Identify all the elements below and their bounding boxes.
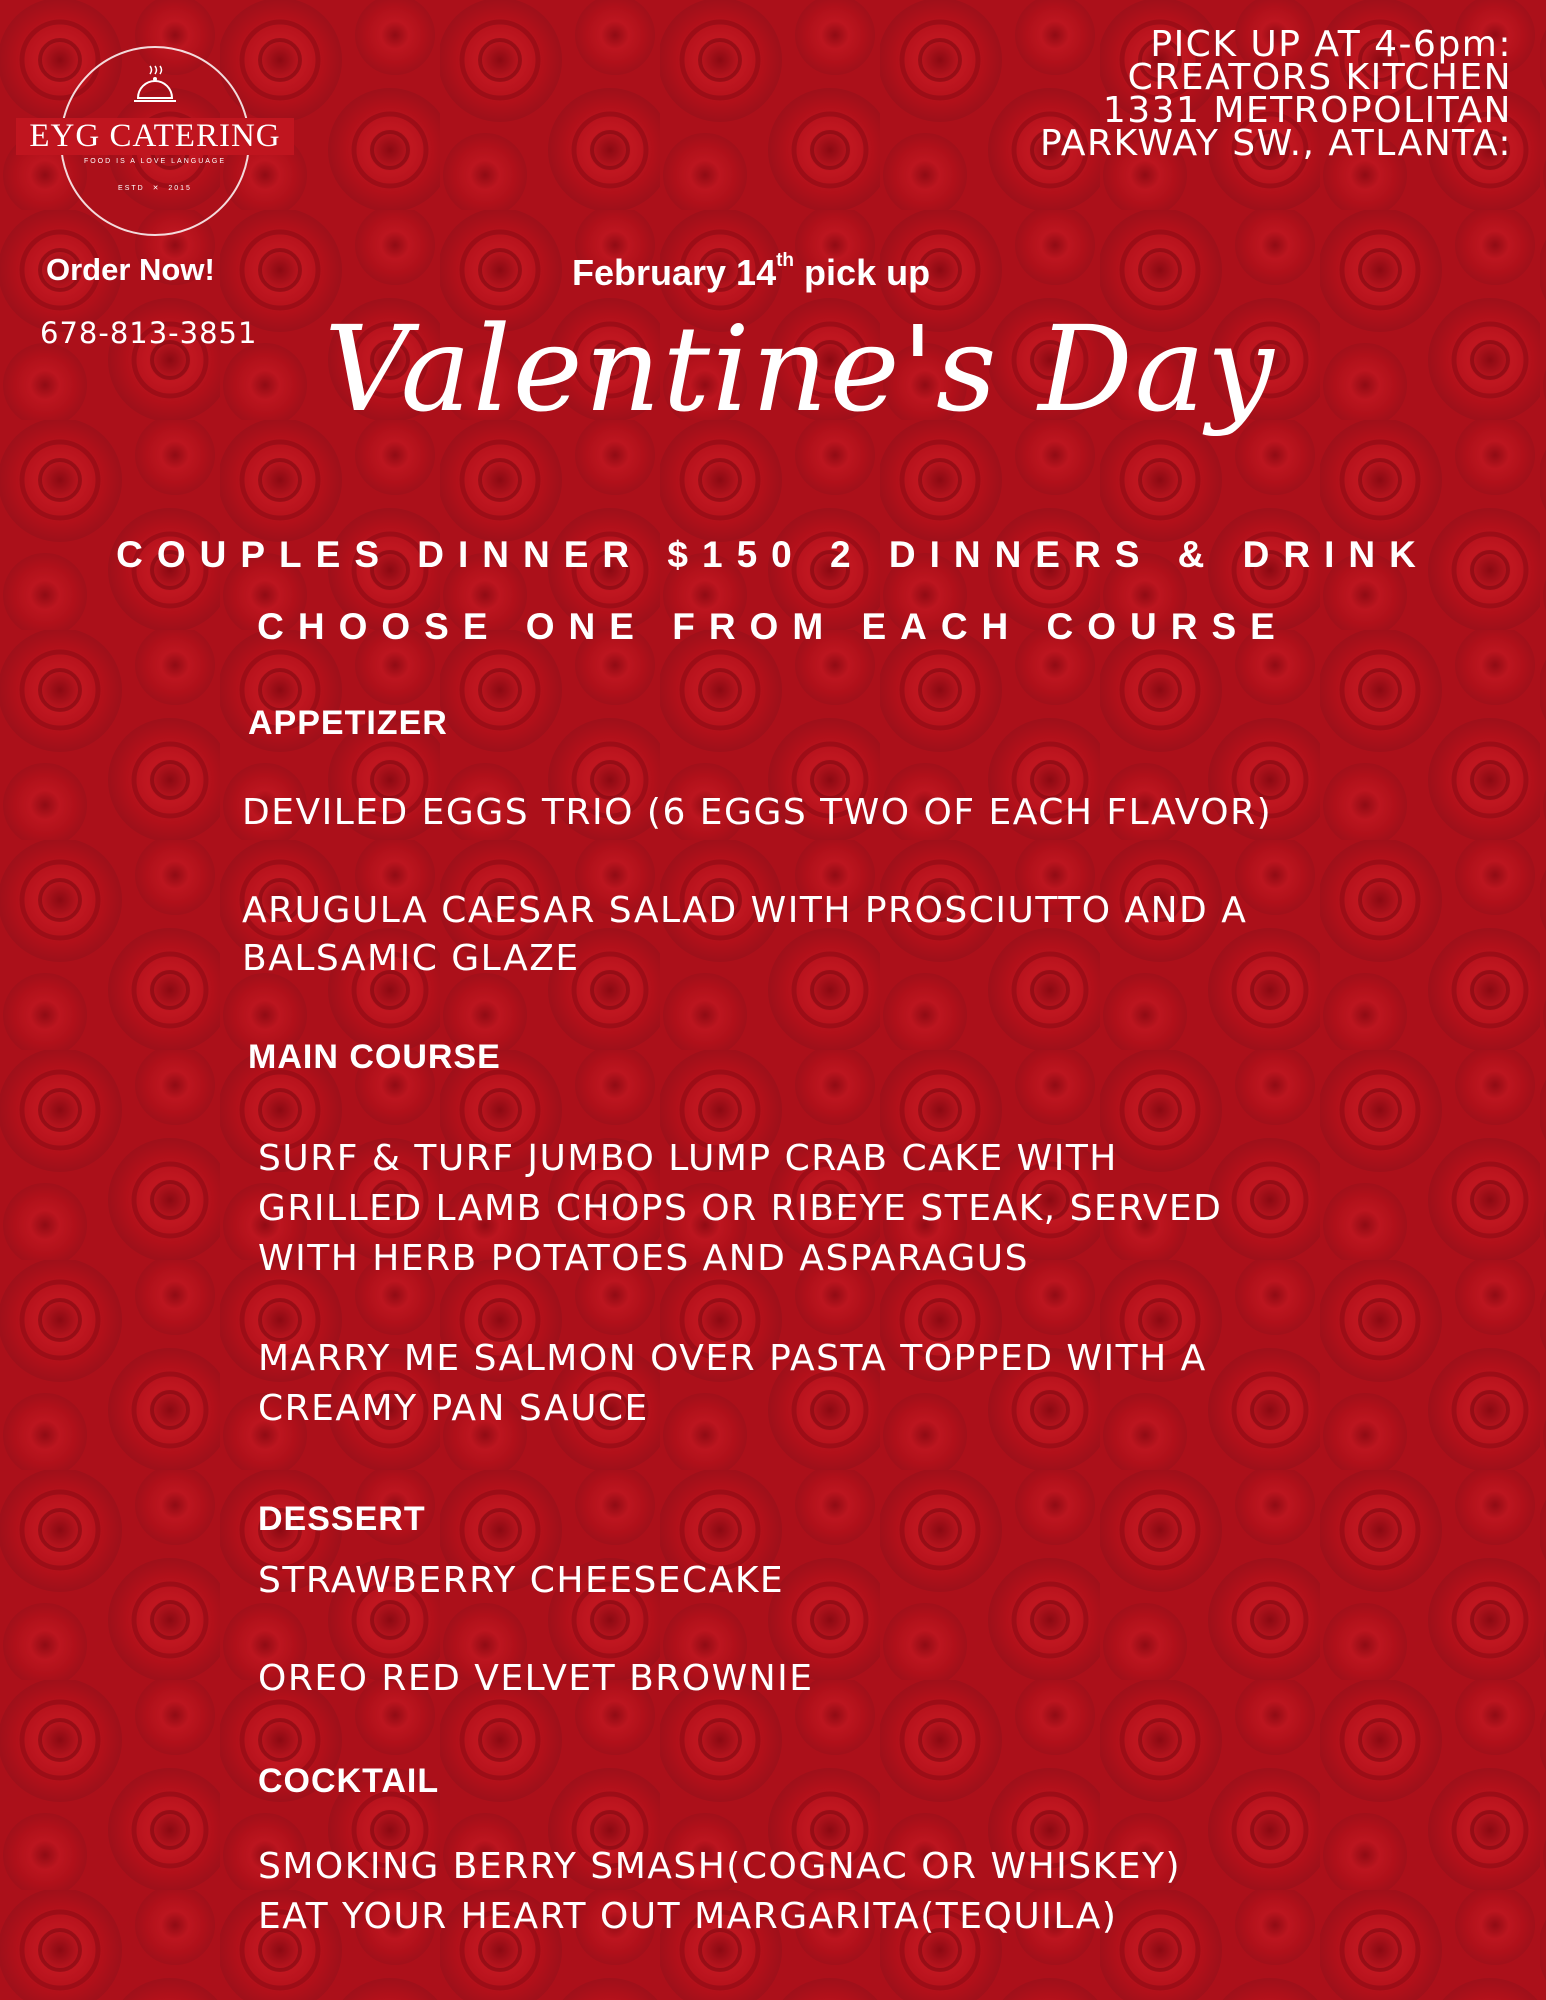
menu-item-appetizer-1 — [242, 788, 1272, 838]
menu-item-line: SMOKING BERRY SMASH(COGNAC OR WHISKEY) — [258, 1846, 1182, 1887]
logo-estd-year: 2015 — [168, 185, 192, 192]
section-heading-cocktail: COCKTAIL — [258, 1762, 440, 1800]
utensils-icon: ✕ — [148, 185, 165, 192]
pickup-date-suffix: th — [776, 250, 795, 271]
logo-brand-name: EYG CATERING — [16, 118, 294, 155]
order-now-label: Order Now! — [46, 252, 215, 287]
pickup-date-prefix: February 14 — [572, 252, 777, 293]
menu-item-line: DEVILED EGGS TRIO (6 EGGS TWO OF EACH FLAVOR) — [242, 792, 1273, 833]
menu-item-main-2 — [258, 1334, 1207, 1434]
pickup-date-rest: pick up — [794, 252, 931, 293]
cloche-icon — [130, 60, 180, 110]
menu-item-line: STRAWBERRY CHEESECAKE — [258, 1560, 785, 1601]
valentines-day-title — [320, 280, 1280, 480]
brand-logo — [29, 46, 281, 236]
phone-number[interactable]: 678-813-3851 — [40, 316, 258, 350]
menu-item-line: CREAMY PAN SAUCE — [258, 1388, 649, 1429]
pickup-line: PARKWAY SW., ATLANTA: — [1040, 123, 1512, 164]
menu-item-line: WITH HERB POTATOES AND ASPARAGUS — [258, 1238, 1030, 1279]
section-heading-dessert: DESSERT — [258, 1500, 426, 1538]
logo-tagline: FOOD IS A LOVE LANGUAGE — [83, 158, 227, 165]
menu-item-line: BALSAMIC GLAZE — [242, 938, 580, 979]
offer-subheadline: CHOOSE ONE FROM EACH COURSE — [257, 606, 1289, 647]
menu-item-appetizer-2 — [242, 886, 1247, 984]
section-heading-appetizer: APPETIZER — [248, 704, 448, 742]
pickup-line: PICK UP AT 4-6pm: — [1150, 24, 1512, 65]
logo-established — [60, 184, 250, 192]
menu-item-line: OREO RED VELVET BROWNIE — [258, 1658, 814, 1699]
menu-item-line: GRILLED LAMB CHOPS OR RIBEYE STEAK, SERVED — [258, 1188, 1223, 1229]
pickup-line: 1331 METROPOLITAN — [1102, 90, 1512, 131]
menu-item-main-1 — [258, 1134, 1222, 1284]
menu-item-dessert-2 — [258, 1654, 814, 1704]
logo-estd-label: ESTD — [118, 185, 145, 192]
menu-item-cocktail-1 — [258, 1842, 1181, 1942]
menu-item-line: EAT YOUR HEART OUT MARGARITA(TEQUILA) — [258, 1896, 1118, 1937]
menu-item-dessert-1 — [258, 1556, 784, 1606]
menu-item-line: SURF & TURF JUMBO LUMP CRAB CAKE WITH — [258, 1138, 1118, 1179]
menu-item-line: ARUGULA CAESAR SALAD WITH PROSCIUTTO AND A — [242, 890, 1248, 931]
offer-headline: COUPLES DINNER $150 2 DINNERS & DRINK — [116, 534, 1430, 575]
menu-item-line: MARRY ME SALMON OVER PASTA TOPPED WITH A — [258, 1338, 1207, 1379]
pickup-address — [1040, 24, 1512, 164]
section-heading-main-course: MAIN COURSE — [248, 1038, 501, 1076]
title-text: Valentine's Day — [324, 300, 1276, 438]
pickup-line: CREATORS KITCHEN — [1127, 57, 1512, 98]
